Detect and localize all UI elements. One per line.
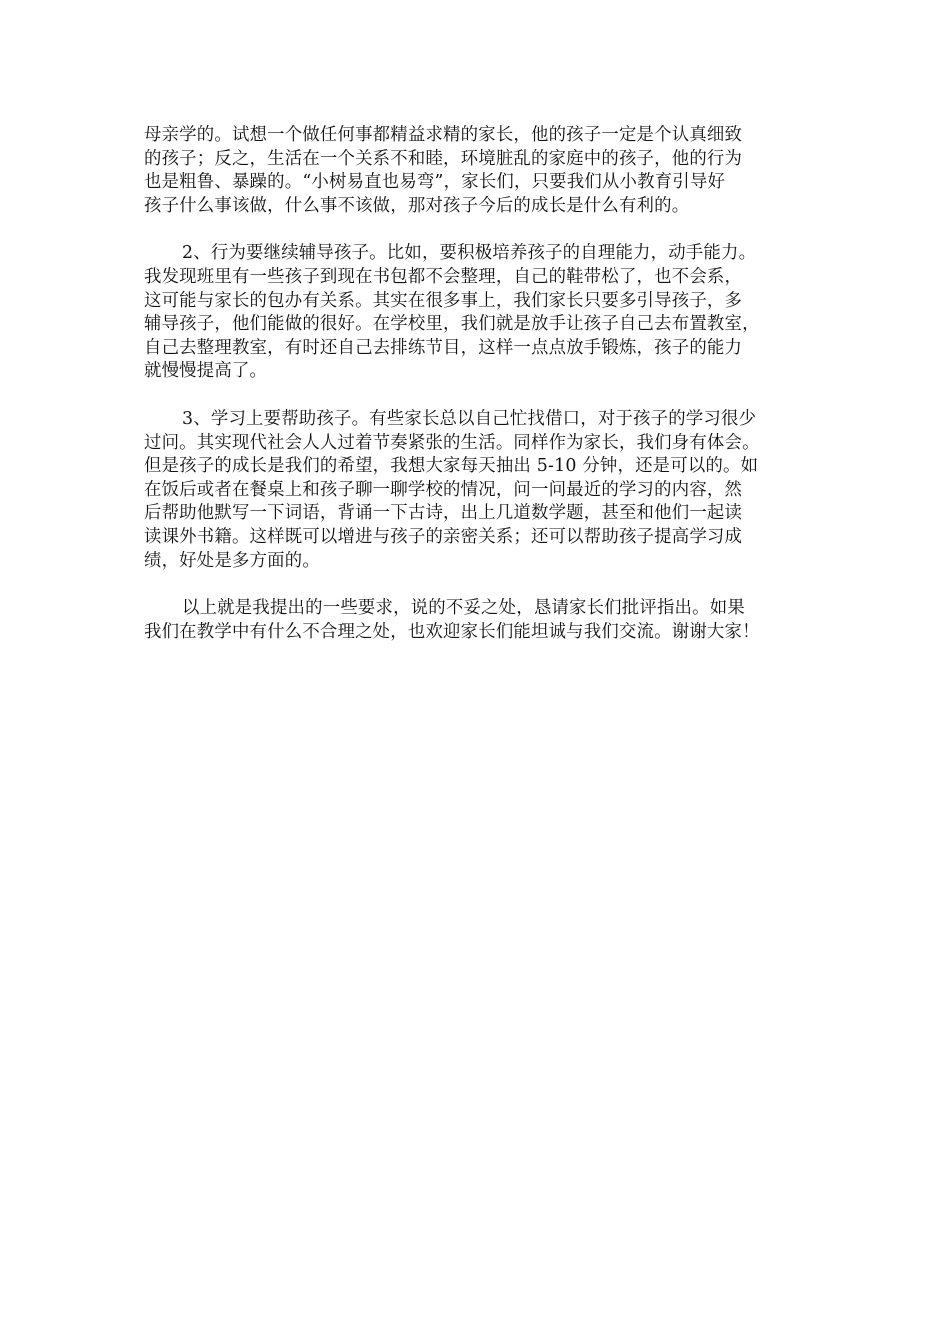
text-line: 我发现班里有一些孩子到现在书包都不会整理，自己的鞋带松了，也不会系， <box>144 266 743 287</box>
text-line: 在饭后或者在餐桌上和孩子聊一聊学校的情况，问一问最近的学习的内容，然 <box>144 479 743 500</box>
text-line: 2、行为要继续辅导孩子。比如，要积极培养孩子的自理能力，动手能力。 <box>182 243 757 264</box>
text-line: 自己去整理教室，有时还自己去排练节目，这样一点点放手锻炼，孩子的能力 <box>144 337 743 358</box>
text-line: 这可能与家长的包办有关系。其实在很多事上，我们家长只要多引导孩子，多 <box>144 290 743 311</box>
text-line: 辅导孩子，他们能做的很好。在学校里，我们就是放手让孩子自己去布置教室， <box>144 314 760 335</box>
paragraph-2 <box>144 242 808 384</box>
text-line: 后帮助他默写一下词语，背诵一下古诗，出上几道数学题，甚至和他们一起读 <box>144 503 743 524</box>
paragraph-1 <box>144 124 808 218</box>
text-line: 过问。其实现代社会人人过着节奏紧张的生活。同样作为家长，我们身有体会。 <box>144 432 760 453</box>
text-line: 读课外书籍。这样既可以增进与孩子的亲密关系；还可以帮助孩子提高学习成 <box>144 526 743 547</box>
text-line: 绩，好处是多方面的。 <box>144 550 320 571</box>
text-line: 的孩子；反之，生活在一个关系不和睦，环境脏乱的家庭中的孩子，他的行为 <box>144 148 743 169</box>
text-line: 以上就是我提出的一些要求，说的不妥之处，恳请家长们批评指出。如果 <box>182 598 745 619</box>
text-line: 我们在教学中有什么不合理之处，也欢迎家长们能坦诚与我们交流。谢谢大家！ <box>144 621 760 642</box>
text-line: 孩子什么事该做，什么事不该做，那对孩子今后的成长是什么有利的。 <box>144 195 690 216</box>
document-body <box>144 124 808 668</box>
paragraph-4 <box>144 597 808 644</box>
text-line: 也是粗鲁、暴躁的。“小树易直也易弯”，家长们，只要我们从小教育引导好 <box>144 172 726 193</box>
text-line: 就慢慢提高了。 <box>144 361 268 382</box>
text-line: 母亲学的。试想一个做任何事都精益求精的家长，他的孩子一定是个认真细致 <box>144 125 743 145</box>
paragraph-3 <box>144 408 808 573</box>
text-line: 但是孩子的成长是我们的希望，我想大家每天抽出 5-10 分钟，还是可以的。如 <box>144 456 759 477</box>
text-line: 3、学习上要帮助孩子。有些家长总以自己忙找借口，对于孩子的学习很少 <box>182 408 757 429</box>
